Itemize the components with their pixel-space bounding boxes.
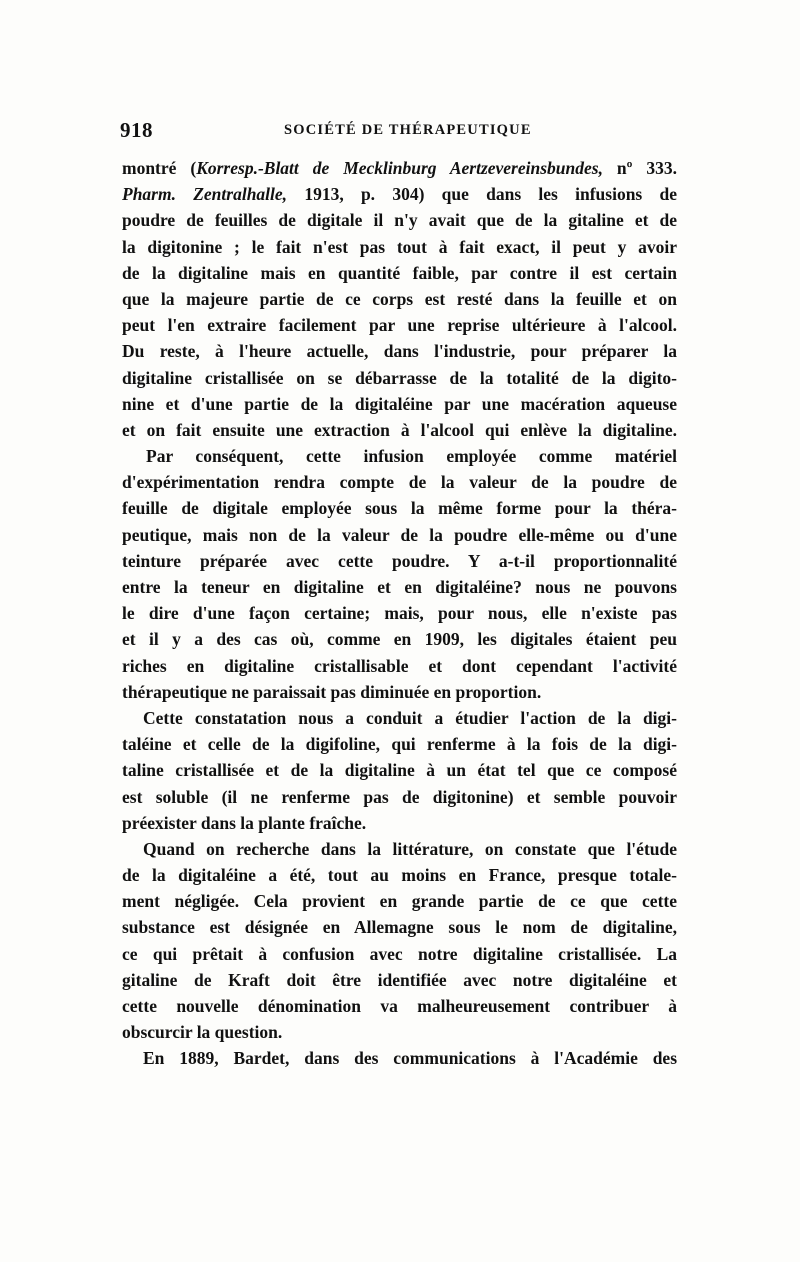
text-line: gitaline de Kraft doit être identifiée avec notre digitaléine et (122, 969, 677, 990)
text-line: obscurcir la question. (122, 1022, 283, 1043)
text-line: feuille de digitale employée sous la même forme pour la théra- (122, 498, 677, 519)
text-line: le dire d'une façon certaine; mais, pour nous, elle n'existe pas (122, 603, 677, 624)
text-line: montré (Korresp.-Blatt de Mecklinburg Aertzevereinsbundes, nº 333. (122, 158, 677, 178)
body-text (122, 155, 677, 1072)
text-line: Pharm. Zentralhalle, 1913, p. 304) que dans les infusions de (122, 184, 677, 205)
text-line: poudre de feuilles de digitale il n'y avait que de la gitaline et de (122, 210, 677, 231)
page-header (120, 118, 680, 148)
text-line: et il y a des cas où, comme en 1909, les digitales étaient peu (122, 629, 677, 650)
text-line: et on fait ensuite une extraction à l'alcool qui enlève la digitaline. (122, 419, 677, 440)
running-head: SOCIÉTÉ DE THÉRAPEUTIQUE (284, 122, 532, 138)
text-line: Du reste, à l'heure actuelle, dans l'industrie, pour préparer la (122, 341, 677, 362)
text-line: En 1889, Bardet, dans des communications à l'Académie des (143, 1048, 677, 1069)
text-line: de la digitaline mais en quantité faible, par contre il est certain (122, 262, 677, 283)
text-line: est soluble (il ne renferme pas de digitonine) et semble pouvoir (122, 786, 677, 807)
text-line: ment négligée. Cela provient en grande partie de ce que cette (122, 891, 677, 912)
text-line: Par conséquent, cette infusion employée comme matériel (146, 446, 677, 467)
text-line: teinture préparée avec cette poudre. Y a-t-il proportionnalité (122, 550, 677, 571)
page-number: 918 (120, 118, 153, 142)
text-line: riches en digitaline cristallisable et dont cependant l'activité (122, 655, 677, 676)
text-line: peutique, mais non de la valeur de la poudre elle-même ou d'une (122, 524, 677, 545)
text-line: ce qui prêtait à confusion avec notre digitaline cristallisée. La (122, 943, 677, 964)
text-line: que la majeure partie de ce corps est resté dans la feuille et on (122, 288, 677, 309)
text-line: digitaline cristallisée on se débarrasse de la totalité de la digito- (122, 367, 677, 388)
text-line: peut l'en extraire facilement par une reprise ultérieure à l'alcool. (122, 315, 677, 336)
text-line: d'expérimentation rendra compte de la valeur de la poudre de (122, 472, 677, 493)
text-line: taléine et celle de la digifoline, qui renferme à la fois de la digi- (122, 734, 677, 755)
text-line: nine et d'une partie de la digitaléine par une macération aqueuse (122, 393, 677, 414)
text-line: Quand on recherche dans la littérature, on constate que l'étude (143, 838, 677, 859)
text-line: de la digitaléine a été, tout au moins en France, presque totale- (122, 865, 677, 886)
text-line: thérapeutique ne paraissait pas diminuée en proportion. (122, 681, 542, 702)
text-line: substance est désignée en Allemagne sous le nom de digitaline, (122, 917, 677, 938)
text-line: taline cristallisée et de la digitaline à un état tel que ce composé (122, 760, 677, 781)
text-line: cette nouvelle dénomination va malheureusement contribuer à (122, 996, 677, 1016)
text-line: entre la teneur en digitaline et en digitaléine? nous ne pouvons (122, 577, 677, 597)
text-line: Cette constatation nous a conduit a étudier l'action de la digi- (143, 707, 677, 728)
text-line: la digitonine ; le fait n'est pas tout à fait exact, il peut y avoir (122, 236, 677, 257)
text-line: préexister dans la plante fraîche. (122, 812, 367, 833)
